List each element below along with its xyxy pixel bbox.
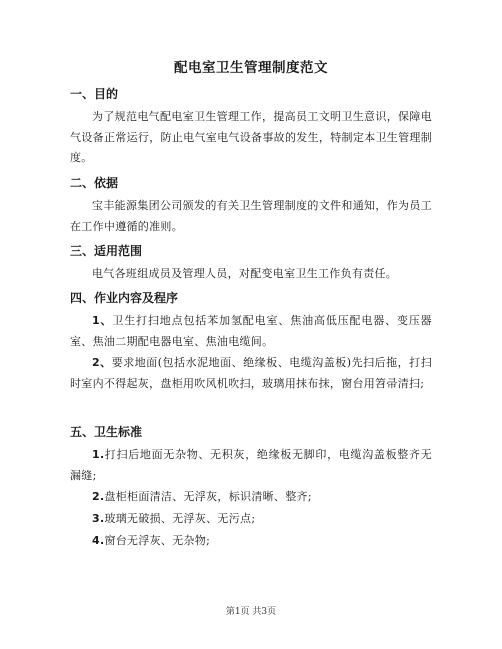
section-paragraph [70,487,432,508]
section-heading-scope: 三、适用范围 [70,244,143,258]
page-footer: 第1页 共3页 [225,607,277,617]
paragraph-prefix: 2. [92,490,105,503]
section-paragraph [70,264,432,285]
paragraph-text: 窗台无浮灰、无杂物; [104,534,211,547]
section-heading-basis: 二、依据 [70,176,119,190]
section-heading-standards: 五、卫生标准 [70,425,143,439]
paragraph-text: 要求地面(包括水泥地面、绝缘板、电缆沟盖板)先扫后拖，打扫时室内不得起灰，盘柜用吹风机吹扫，玻璃用抹布抹，窗台用笤帚清扫; [70,356,432,390]
paragraph-prefix: 1. [92,448,105,461]
paragraph-text: 打扫后地面无杂物、无积灰，绝缘板无脚印，电缆沟盖板整齐无漏缝; [70,448,432,482]
section-heading-purpose: 一、目的 [70,87,119,101]
section-heading-procedure: 四、作业内容及程序 [70,291,179,305]
section-paragraph [70,353,432,394]
section-paragraph [70,509,432,530]
section-paragraph [70,107,432,169]
section-paragraph [70,445,432,486]
paragraph-text: 电气各班组成员及管理人员，对配变电室卫生工作负有责任。 [92,267,398,280]
document-title: 配电室卫生管理制度范文 [174,60,328,76]
section-paragraph [70,196,432,237]
paragraph-prefix: 4. [92,534,105,547]
paragraph-text: 为了规范电气配电室卫生管理工作，提高员工文明卫生意识，保障电气设备正常运行，防止电气室电气设备事故的发生，特制定本卫生管理制度。 [70,110,432,164]
paragraph-text: 宝丰能源集团公司颁发的有关卫生管理制度的文件和通知，作为员工在工作中遵循的准则。 [70,199,432,233]
section-paragraph [70,311,432,352]
paragraph-text: 玻璃无破损、无浮灰、无污点; [104,512,256,525]
paragraph-prefix: 1、 [92,314,113,327]
paragraph-text: 卫生打扫地点包括苯加氢配电室、焦油高低压配电器、变压器室、焦油二期配电器电室、焦油电缆间。 [70,314,432,348]
section-paragraph [70,531,432,552]
paragraph-text: 盘柜柜面清洁、无浮灰，标识清晰、整齐; [104,490,312,503]
paragraph-prefix: 2、 [92,356,112,369]
paragraph-prefix: 3. [92,512,105,525]
